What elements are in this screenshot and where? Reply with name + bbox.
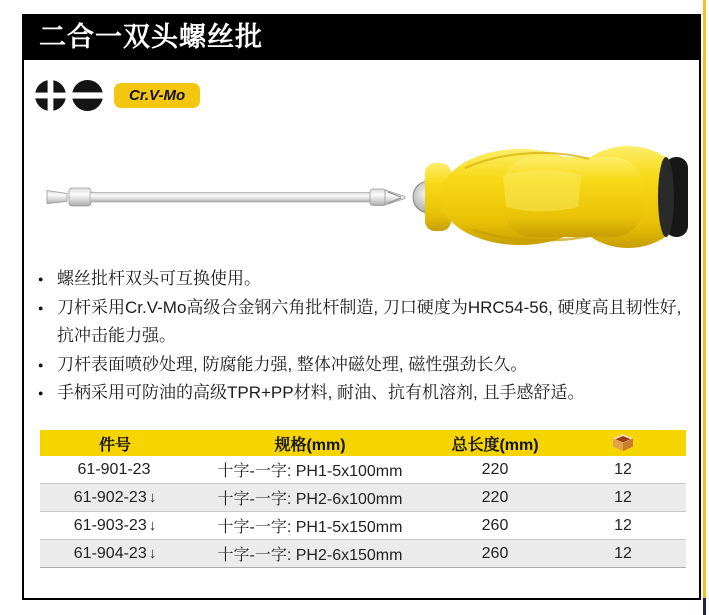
spec-table	[40, 430, 686, 568]
table-row	[40, 540, 686, 568]
slotted-head-icon	[72, 80, 103, 111]
col-header-length: 总长度(mm)	[451, 436, 539, 454]
down-arrow: ↓	[148, 544, 157, 562]
part-number	[40, 489, 190, 507]
table-row	[40, 512, 686, 540]
qty-cell: 12	[614, 488, 632, 506]
table-row	[40, 456, 686, 484]
page-edge-accent-line	[703, 0, 706, 598]
part-number	[40, 545, 190, 563]
material-badge: Cr.V-Mo	[114, 83, 200, 108]
page-title: 二合一双头螺丝批	[22, 14, 701, 60]
down-arrow: ↓	[148, 488, 157, 506]
col-header-part: 件号	[98, 436, 131, 454]
length-cell: 220	[481, 488, 509, 506]
length-cell: 220	[481, 460, 509, 478]
qty-cell: 12	[614, 516, 632, 534]
length-cell: 260	[481, 544, 509, 562]
catalog-card	[22, 14, 701, 600]
feature-item: ● 手柄采用可防油的高级TPR+PP材料, 耐油、抗有机溶剂, 且手感舒适。	[38, 379, 683, 408]
part-number	[40, 517, 190, 535]
spec-cell: 十字-一字: PH1-5x100mm	[217, 463, 403, 480]
length-cell: 260	[481, 516, 509, 534]
part-number-text: 61-902-23	[73, 488, 147, 506]
qty-cell: 12	[614, 544, 632, 562]
drive-type-icons-row	[35, 80, 200, 111]
phillips-head-icon	[35, 80, 66, 111]
feature-list	[38, 265, 683, 408]
col-header-qty	[560, 434, 686, 452]
part-number-text: 61-903-23	[73, 516, 147, 534]
spec-table-header-row	[40, 430, 686, 456]
spec-cell: 十字-一字: PH1-5x150mm	[217, 519, 403, 536]
carton-icon	[612, 434, 634, 452]
col-header-spec: 规格(mm)	[274, 436, 346, 454]
part-number	[40, 461, 190, 479]
part-number-text: 61-901-23	[77, 460, 151, 478]
page-edge-accent-line-bottom	[703, 598, 706, 615]
feature-item: ● 刀杆表面喷砂处理, 防腐能力强, 整体冲磁处理, 磁性强劲长久。	[38, 351, 683, 380]
card-content	[22, 60, 701, 600]
spec-cell: 十字-一字: PH2-6x100mm	[217, 491, 403, 508]
qty-cell: 12	[614, 460, 632, 478]
table-row	[40, 484, 686, 512]
part-number-text: 61-904-23	[73, 544, 147, 562]
feature-item: ● 螺丝批杆双头可互换使用。	[38, 265, 683, 294]
feature-item: ● 刀杆采用Cr.V-Mo高级合金钢六角批杆制造, 刀口硬度为HRC54-56, 硬度高且韧性好, 抗冲击能力强。	[38, 294, 683, 351]
down-arrow: ↓	[148, 516, 157, 534]
spec-cell: 十字-一字: PH2-6x150mm	[217, 547, 403, 564]
product-image	[33, 135, 688, 260]
